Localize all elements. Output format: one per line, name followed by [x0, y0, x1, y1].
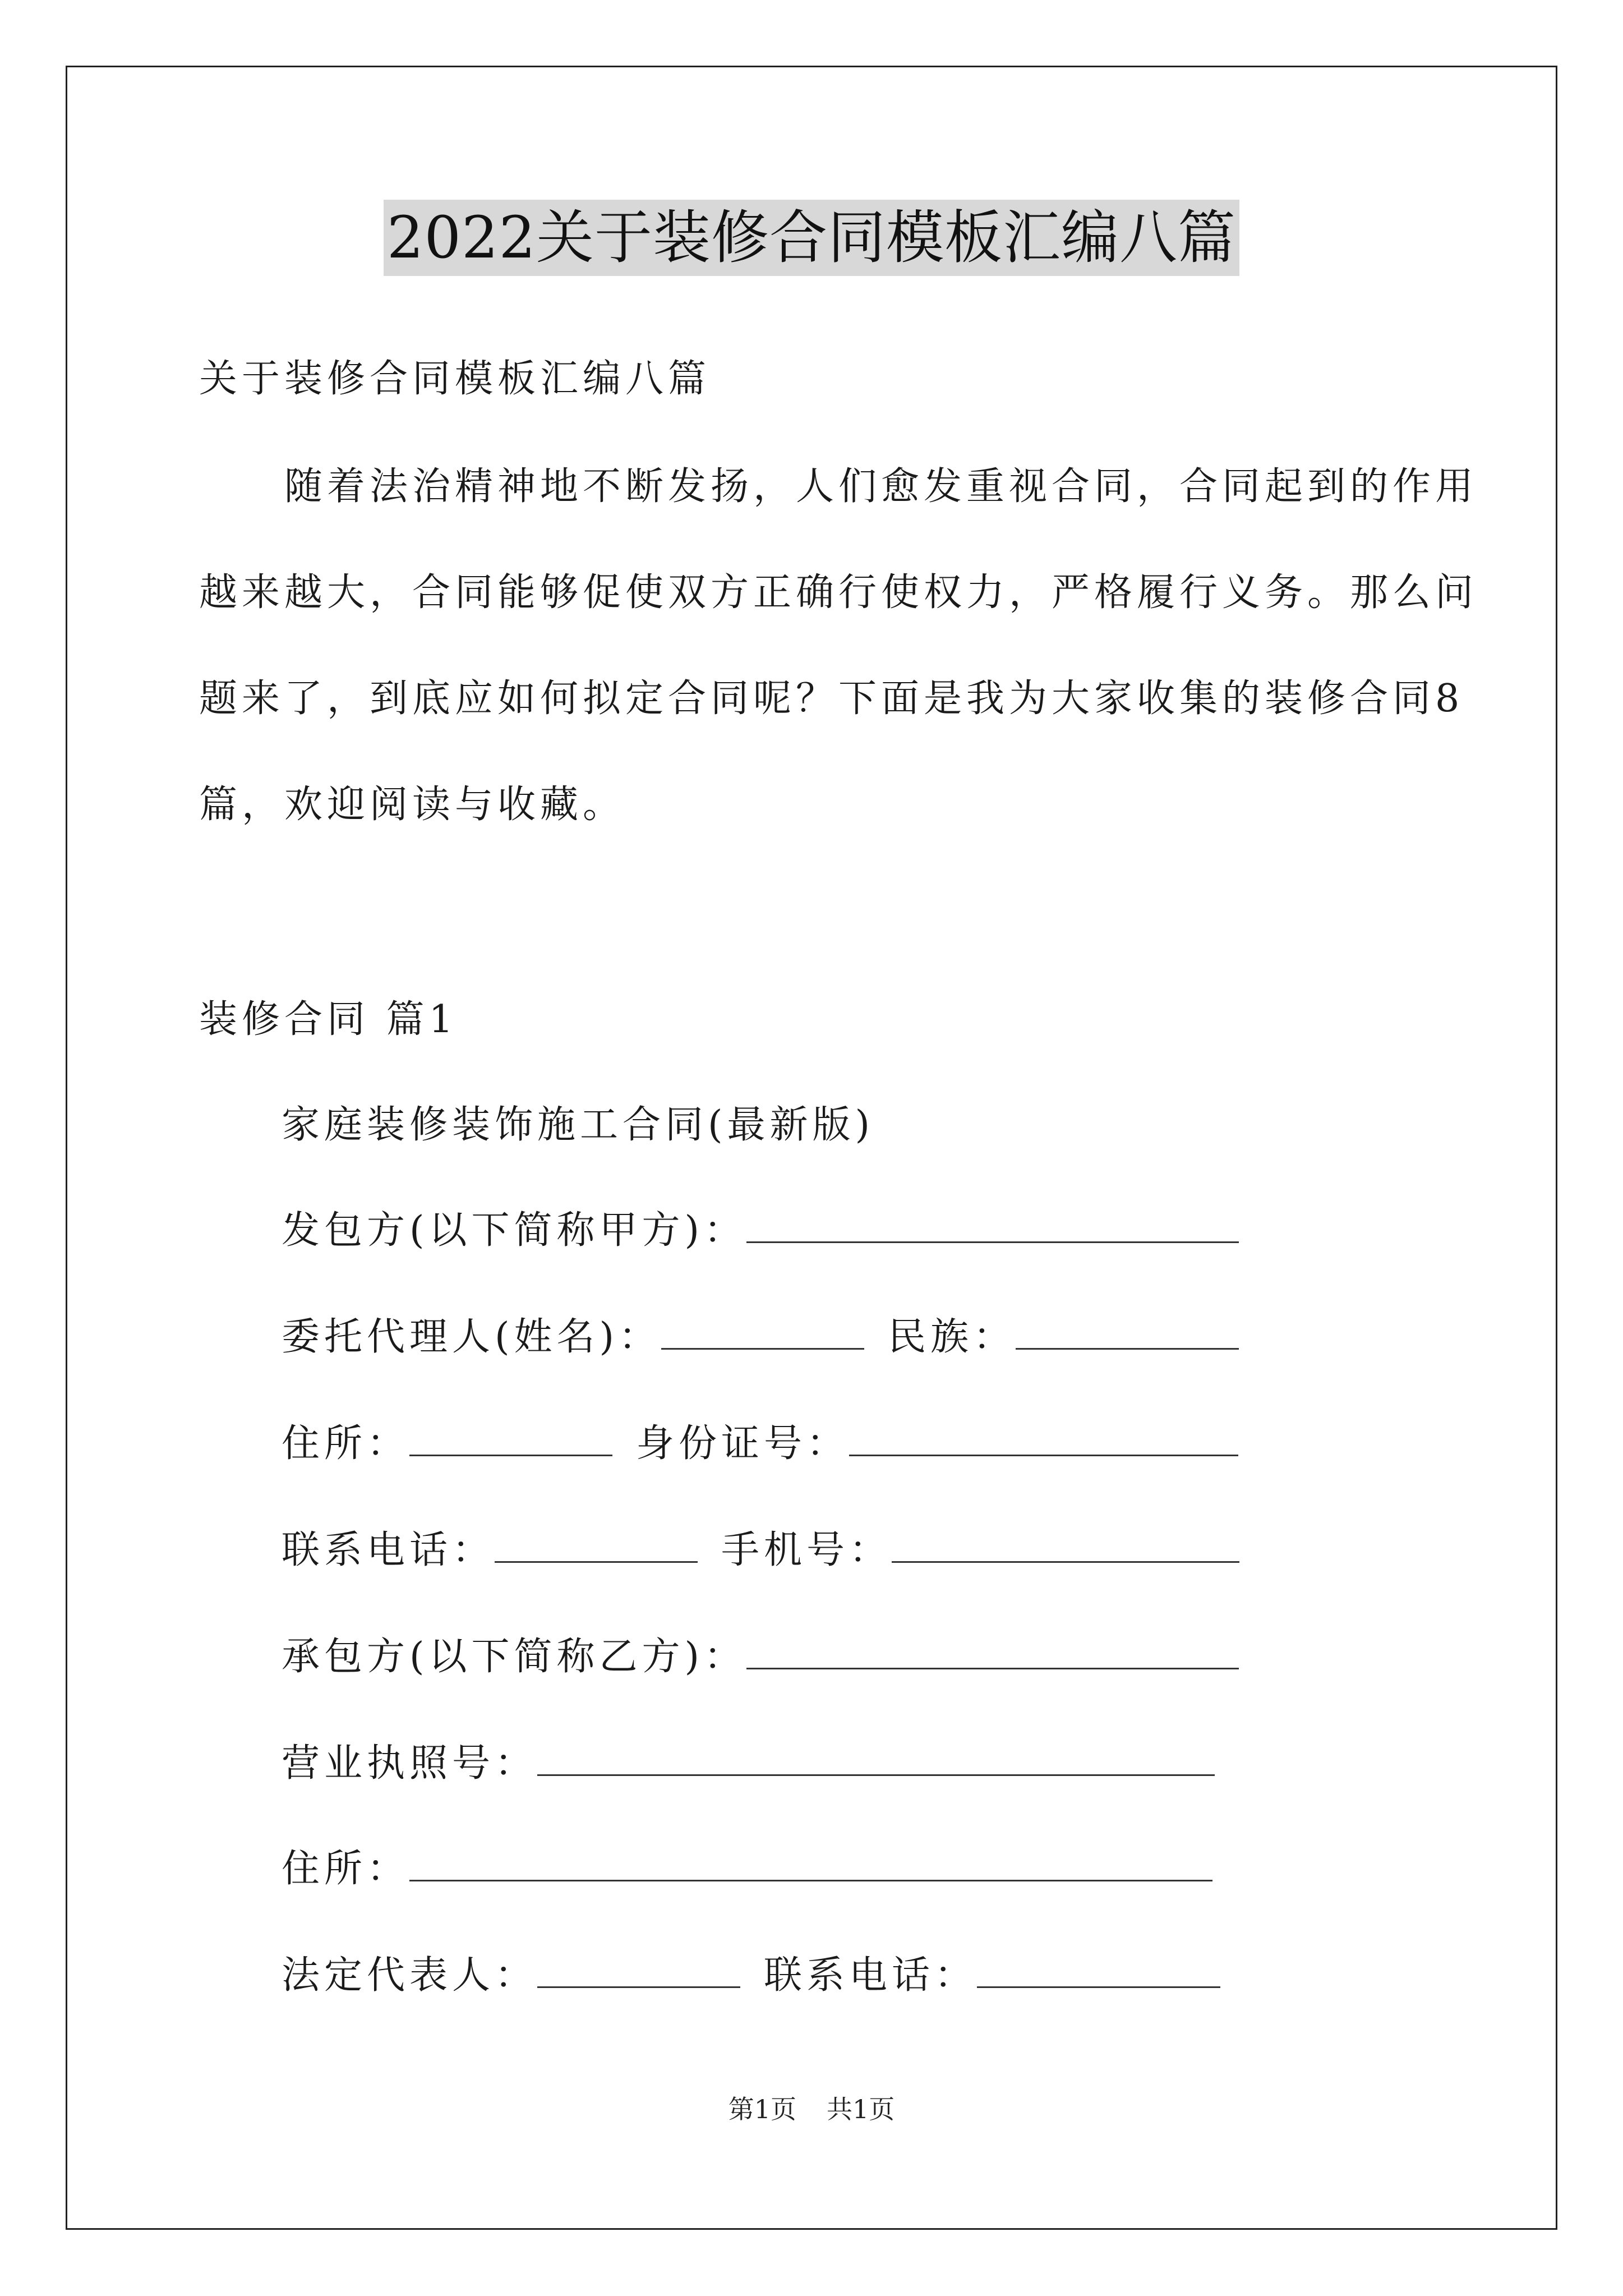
- license-row: [282, 1741, 1215, 1786]
- section-heading: 装修合同 篇1: [199, 997, 458, 1042]
- phone-b-blank[interactable]: [977, 1954, 1220, 1988]
- address-id-row: [282, 1421, 1238, 1466]
- id-number-blank[interactable]: [849, 1422, 1238, 1456]
- party-a-blank[interactable]: [746, 1209, 1239, 1243]
- ethnicity-blank[interactable]: [1016, 1315, 1239, 1350]
- document-title: 2022关于装修合同模板汇编八篇: [384, 200, 1239, 276]
- address-b-label: 住所：: [282, 1847, 410, 1891]
- license-blank[interactable]: [537, 1742, 1215, 1776]
- page-total: 共1页: [827, 2094, 895, 2124]
- contract-title: 家庭装修装饰施工合同(最新版): [282, 1103, 875, 1147]
- intro-line: 随着法治精神地不断发扬，人们愈发重视合同，合同起到的作用: [199, 464, 1478, 509]
- agent-name-blank[interactable]: [661, 1315, 864, 1350]
- party-b-label: 承包方(以下简称乙方)：: [282, 1635, 747, 1679]
- legal-rep-label: 法定代表人：: [282, 1953, 538, 1998]
- legal-rep-blank[interactable]: [537, 1954, 740, 1988]
- party-b-row: [282, 1635, 1239, 1680]
- agent-row: [282, 1315, 1239, 1360]
- intro-line: 题来了，到底应如何拟定合同呢？下面是我为大家收集的装修合同8: [199, 677, 1464, 721]
- ethnicity-label: 民族：: [888, 1315, 1016, 1359]
- party-b-blank[interactable]: [746, 1635, 1239, 1669]
- phone-a-label: 联系电话：: [282, 1528, 495, 1572]
- license-label: 营业执照号：: [282, 1741, 538, 1786]
- address-b-blank[interactable]: [409, 1847, 1212, 1881]
- agent-name-label: 委托代理人(姓名)：: [282, 1315, 662, 1359]
- phone-mobile-row: [282, 1528, 1239, 1573]
- address-a-label: 住所：: [282, 1421, 410, 1466]
- party-a-row: [282, 1208, 1239, 1253]
- page-current: 第1页: [728, 2094, 796, 2124]
- address-a-blank[interactable]: [409, 1422, 612, 1456]
- mobile-label: 手机号：: [721, 1528, 892, 1572]
- legal-rep-row: [282, 1953, 1220, 1998]
- mobile-blank[interactable]: [892, 1529, 1239, 1563]
- intro-line: 篇，欢迎阅读与收藏。: [199, 783, 626, 827]
- title-container: [0, 200, 1623, 276]
- phone-b-label: 联系电话：: [764, 1953, 978, 1998]
- intro-paragraph: [199, 464, 1478, 827]
- id-number-label: 身份证号：: [636, 1421, 850, 1466]
- page-footer: [0, 2092, 1623, 2126]
- phone-a-blank[interactable]: [495, 1529, 698, 1563]
- party-a-label: 发包方(以下简称甲方)：: [282, 1208, 747, 1253]
- intro-line: 越来越大，合同能够促使双方正确行使权力，严格履行义务。那么问: [199, 570, 1478, 615]
- document-subtitle: 关于装修合同模板汇编八篇: [199, 357, 711, 401]
- address-b-row: [282, 1847, 1212, 1892]
